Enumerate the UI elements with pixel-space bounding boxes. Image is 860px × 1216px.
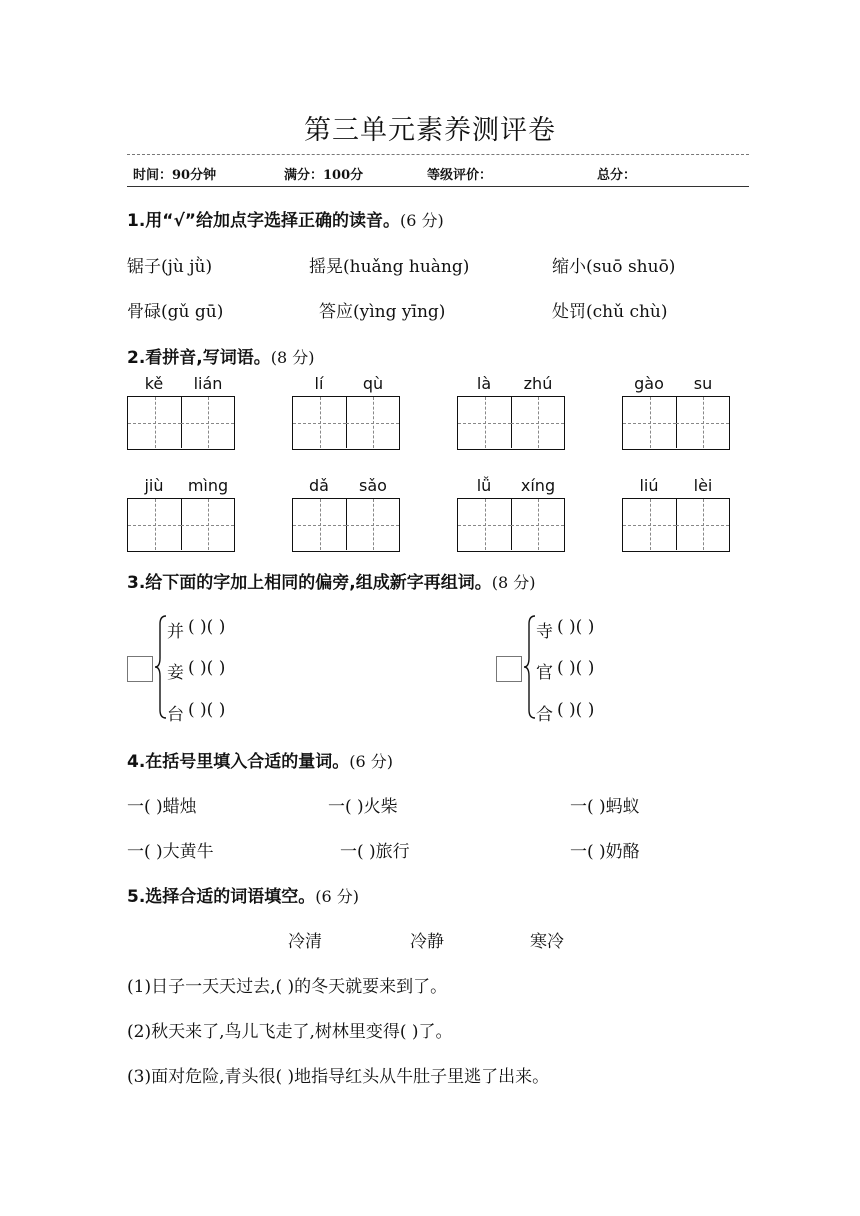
q1-item: 骨碌(gǔ gū)	[127, 302, 224, 322]
fill-in-sentence[interactable]: (2)秋天来了,鸟儿飞走了,树林里变得( )了。	[127, 1022, 453, 1042]
grid-cell[interactable]	[293, 397, 347, 448]
writing-grid[interactable]	[457, 498, 565, 552]
measure-word-item[interactable]: 一( )大黄牛	[127, 842, 214, 862]
pinyin-label: zhú	[523, 374, 553, 393]
writing-grid[interactable]	[622, 498, 730, 552]
question-3-text: 3.给下面的字加上相同的偏旁,组成新字再组词。	[127, 573, 492, 593]
pinyin-label: gào	[634, 374, 664, 393]
writing-grid[interactable]	[457, 396, 565, 450]
grade-label: 等级评价：	[427, 168, 493, 183]
answer-blank[interactable]: ( )( )	[188, 700, 226, 720]
fill-in-sentence[interactable]: (3)面对危险,青头很( )地指导红头从牛肚子里逃了出来。	[127, 1067, 550, 1087]
measure-word-item[interactable]: 一( )蚂蚁	[570, 797, 640, 817]
pinyin-label: dǎ	[309, 476, 329, 495]
question-3-heading	[127, 568, 536, 593]
radical-char: 官	[536, 663, 553, 683]
radical-char: 寺	[536, 622, 553, 642]
pinyin-label: sǎo	[359, 476, 387, 495]
question-2-text: 2.看拼音,写词语。	[127, 348, 271, 368]
question-5-points: (6 分)	[315, 887, 360, 906]
writing-grid[interactable]	[127, 396, 235, 450]
question-2-heading	[127, 343, 315, 368]
header-divider-dashed	[127, 154, 749, 155]
q1-item: 答应(yìng yīng)	[319, 302, 446, 322]
total-score-label: 总分：	[597, 168, 637, 183]
question-4-text: 4.在括号里填入合适的量词。	[127, 752, 350, 772]
grid-cell[interactable]	[128, 397, 182, 448]
measure-word-item[interactable]: 一( )奶酪	[570, 842, 640, 862]
answer-blank[interactable]: ( )( )	[188, 617, 226, 637]
left-brace	[154, 614, 168, 720]
full-score-label: 满分：100分	[284, 168, 364, 183]
left-brace	[523, 614, 537, 720]
pinyin-label: lǚ	[476, 476, 492, 495]
grid-cell[interactable]	[346, 397, 399, 448]
grid-cell[interactable]	[181, 397, 234, 448]
writing-grid[interactable]	[292, 498, 400, 552]
question-2-points: (8 分)	[270, 348, 315, 367]
answer-blank[interactable]: ( )( )	[557, 700, 595, 720]
radical-char: 并	[167, 622, 184, 642]
answer-blank[interactable]: ( )( )	[557, 617, 595, 637]
fill-in-sentence[interactable]: (1)日子一天天过去,( )的冬天就要来到了。	[127, 977, 448, 997]
word-option: 冷清	[288, 932, 322, 952]
q1-item: 摇晃(huǎng huàng)	[309, 257, 470, 277]
grid-cell[interactable]	[293, 499, 347, 550]
page-title: 第三单元素养测评卷	[304, 115, 556, 146]
writing-grid[interactable]	[292, 396, 400, 450]
measure-word-item[interactable]: 一( )火柴	[328, 797, 398, 817]
measure-word-item[interactable]: 一( )蜡烛	[127, 797, 197, 817]
pinyin-label: là	[476, 374, 492, 393]
grid-cell[interactable]	[511, 499, 564, 550]
grid-cell[interactable]	[458, 397, 512, 448]
q1-item: 处罚(chǔ chù)	[552, 302, 668, 322]
pinyin-label: lí	[314, 374, 324, 393]
grid-cell[interactable]	[511, 397, 564, 448]
grid-cell[interactable]	[623, 397, 677, 448]
question-4-heading	[127, 747, 393, 772]
time-label: 时间：90分钟	[133, 168, 217, 183]
writing-grid[interactable]	[127, 498, 235, 552]
pinyin-label: xíng	[520, 476, 556, 495]
grid-cell[interactable]	[676, 499, 729, 550]
question-5-text: 5.选择合适的词语填空。	[127, 887, 316, 907]
question-1-text: 1.用“√”给加点字选择正确的读音。	[127, 211, 400, 231]
writing-grid[interactable]	[622, 396, 730, 450]
grid-cell[interactable]	[623, 499, 677, 550]
pinyin-label: su	[693, 374, 713, 393]
radical-answer-box[interactable]	[127, 656, 153, 682]
question-1-heading	[127, 206, 444, 231]
pinyin-label: lián	[193, 374, 223, 393]
radical-char: 台	[167, 705, 184, 725]
grid-cell[interactable]	[676, 397, 729, 448]
radical-char: 妾	[167, 663, 184, 683]
word-option: 寒冷	[530, 932, 564, 952]
header-divider	[127, 186, 749, 187]
question-3-points: (8 分)	[491, 573, 536, 592]
answer-blank[interactable]: ( )( )	[557, 658, 595, 678]
pinyin-label: kě	[144, 374, 164, 393]
grid-cell[interactable]	[458, 499, 512, 550]
measure-word-item[interactable]: 一( )旅行	[340, 842, 410, 862]
pinyin-label: lèi	[693, 476, 713, 495]
answer-blank[interactable]: ( )( )	[188, 658, 226, 678]
grid-cell[interactable]	[346, 499, 399, 550]
q1-item: 缩小(suō shuō)	[552, 257, 676, 277]
word-option: 冷静	[410, 932, 444, 952]
pinyin-label: qù	[362, 374, 384, 393]
grid-cell[interactable]	[128, 499, 182, 550]
pinyin-label: mìng	[187, 476, 229, 495]
question-1-points: (6 分)	[399, 211, 444, 230]
question-4-points: (6 分)	[349, 752, 394, 771]
radical-char: 合	[536, 705, 553, 725]
pinyin-label: jiù	[144, 476, 164, 495]
q1-item: 锯子(jù jǜ)	[127, 257, 213, 277]
question-5-heading	[127, 882, 359, 907]
grid-cell[interactable]	[181, 499, 234, 550]
pinyin-label: liú	[639, 476, 659, 495]
radical-answer-box[interactable]	[496, 656, 522, 682]
